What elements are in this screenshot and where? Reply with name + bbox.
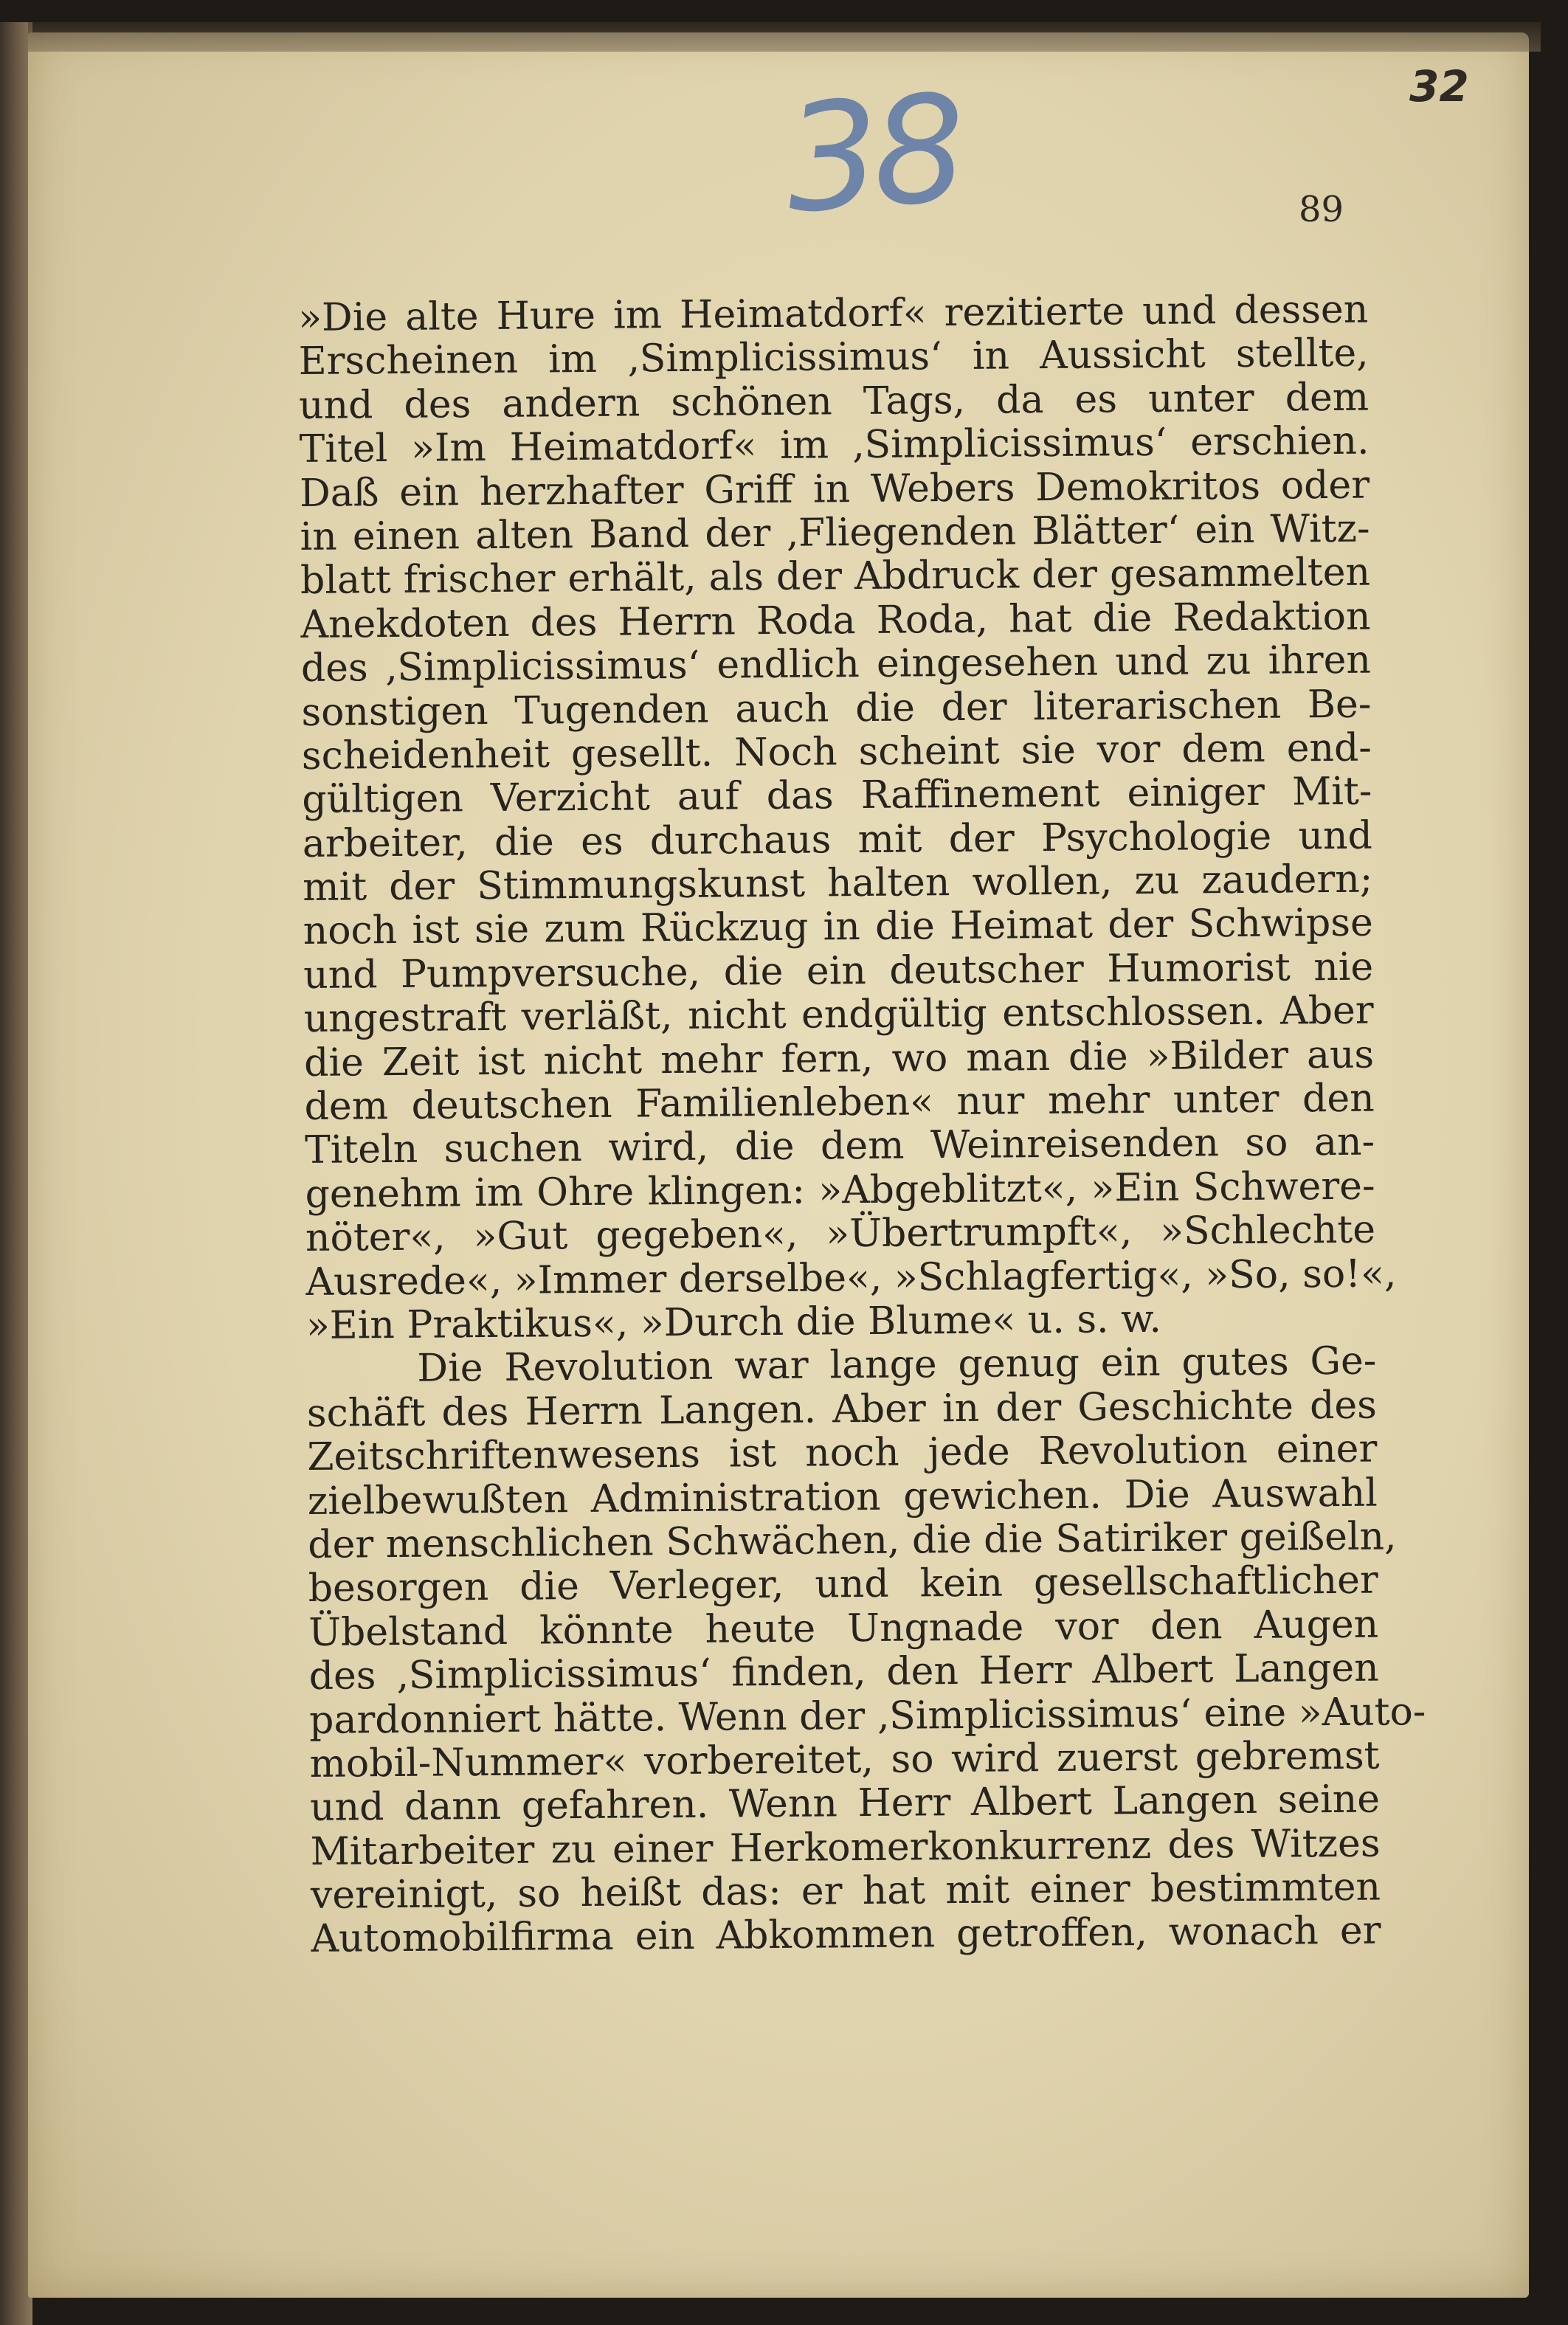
text-line: in einen alten Band der ‚Fliegenden Blätter‘ ein Witz- bbox=[300, 506, 1370, 559]
text-line: schäft des Herrn Langen. Aber in der Geschichte des bbox=[306, 1383, 1378, 1436]
text-line: der menschlichen Schwächen, die die Satiriker geißeln, bbox=[308, 1514, 1397, 1567]
text-line: mobil-Nummer« vorbereitet, so wird zuerst gebremst bbox=[309, 1733, 1380, 1786]
text-line: Mitarbeiter zu einer Herkomerkonkurrenz des Witzes bbox=[310, 1821, 1381, 1874]
text-line: arbeiter, die es durchaus mit der Psychologie und bbox=[302, 813, 1373, 866]
text-line: vereinigt, so heißt das: er hat mit einer bestimmten bbox=[310, 1865, 1381, 1918]
text-line: Daß ein herzhafter Griff in Webers Demokritos oder bbox=[299, 463, 1370, 516]
page-top-edge bbox=[28, 22, 1541, 52]
text-line: pardonniert hätte. Wenn der ‚Simplicissimus‘ eine »Auto- bbox=[308, 1689, 1426, 1743]
text-line: dem deutschen Familienleben« nur mehr unter den bbox=[304, 1076, 1375, 1129]
text-line: blatt frischer erhält, als der Abdruck der gesammelten bbox=[300, 550, 1371, 604]
text-line: die Zeit ist nicht mehr fern, wo man die »Bilder aus bbox=[303, 1032, 1375, 1085]
text-line: Automobilfirma ein Abkommen getroffen, wonach er bbox=[311, 1908, 1381, 1962]
pencil-folio-annotation: 38 bbox=[780, 63, 965, 246]
text-line: und des andern schönen Tags, da es unter dem bbox=[298, 375, 1370, 428]
text-line: Ausrede«, »Immer derselbe«, »Schlagfertig«, »So, so!«, bbox=[305, 1251, 1397, 1305]
text-line: besorgen die Verleger, und kein gesellschaftlicher bbox=[308, 1558, 1378, 1611]
page-number: 89 bbox=[1299, 189, 1344, 230]
text-line: Anekdoten des Herrn Roda Roda, hat die Redaktion bbox=[300, 594, 1371, 647]
text-line: sonstigen Tugenden auch die der literarischen Be- bbox=[301, 682, 1372, 735]
text-line: und Pumpversuche, die ein deutscher Humorist nie bbox=[303, 944, 1374, 998]
text-line: des ‚Simplicissimus‘ endlich eingesehen und zu ihren bbox=[300, 638, 1372, 691]
text-line: Titel »Im Heimatdorf« im ‚Simplicissimus‘ erschien. bbox=[299, 418, 1370, 472]
text-line: »Die alte Hure im Heimatdorf« rezitierte und dessen bbox=[297, 287, 1369, 340]
text-line: nöter«, »Gut gegeben«, »Übertrumpft«, »Schlechte bbox=[305, 1207, 1376, 1261]
text-line: des ‚Simplicissimus‘ finden, den Herr Albert Langen bbox=[308, 1645, 1379, 1699]
text-line: scheidenheit gesellt. Noch scheint sie vor dem end- bbox=[301, 725, 1372, 778]
text-line: »Ein Praktikus«, »Durch die Blume« u. s. w. bbox=[305, 1296, 1162, 1348]
text-line: gültigen Verzicht auf das Raffinement einiger Mit- bbox=[302, 769, 1372, 823]
text-line: noch ist sie zum Rückzug in die Heimat der Schwipse bbox=[303, 901, 1373, 954]
text-line: und dann gefahren. Wenn Herr Albert Langen seine bbox=[309, 1777, 1381, 1831]
text-line: genehm im Ohre klingen: »Abgeblitzt«, »Ein Schwere- bbox=[305, 1164, 1375, 1217]
text-line: zielbewußten Administration gewichen. Die Auswahl bbox=[307, 1471, 1378, 1524]
text-line: ungestraft verläßt, nicht endgültig entschlossen. Aber bbox=[303, 988, 1374, 1042]
body-text bbox=[297, 287, 1426, 1962]
text-line: Die Revolution war lange genug ein gutes Ge- bbox=[417, 1338, 1377, 1392]
text-line: Zeitschriftenwesens ist noch jede Revolution einer bbox=[307, 1426, 1378, 1480]
text-line: Erscheinen im ‚Simplicissimus‘ in Aussicht stellte, bbox=[298, 331, 1369, 384]
text-line: mit der Stimmungskunst halten wollen, zu zaudern; bbox=[303, 857, 1373, 911]
corner-annotation: 32 bbox=[1409, 61, 1469, 111]
text-line: Titeln suchen wird, die dem Weinreisenden so an- bbox=[304, 1119, 1375, 1173]
text-line: Übelstand könnte heute Ungnade vor den Augen bbox=[308, 1602, 1379, 1655]
